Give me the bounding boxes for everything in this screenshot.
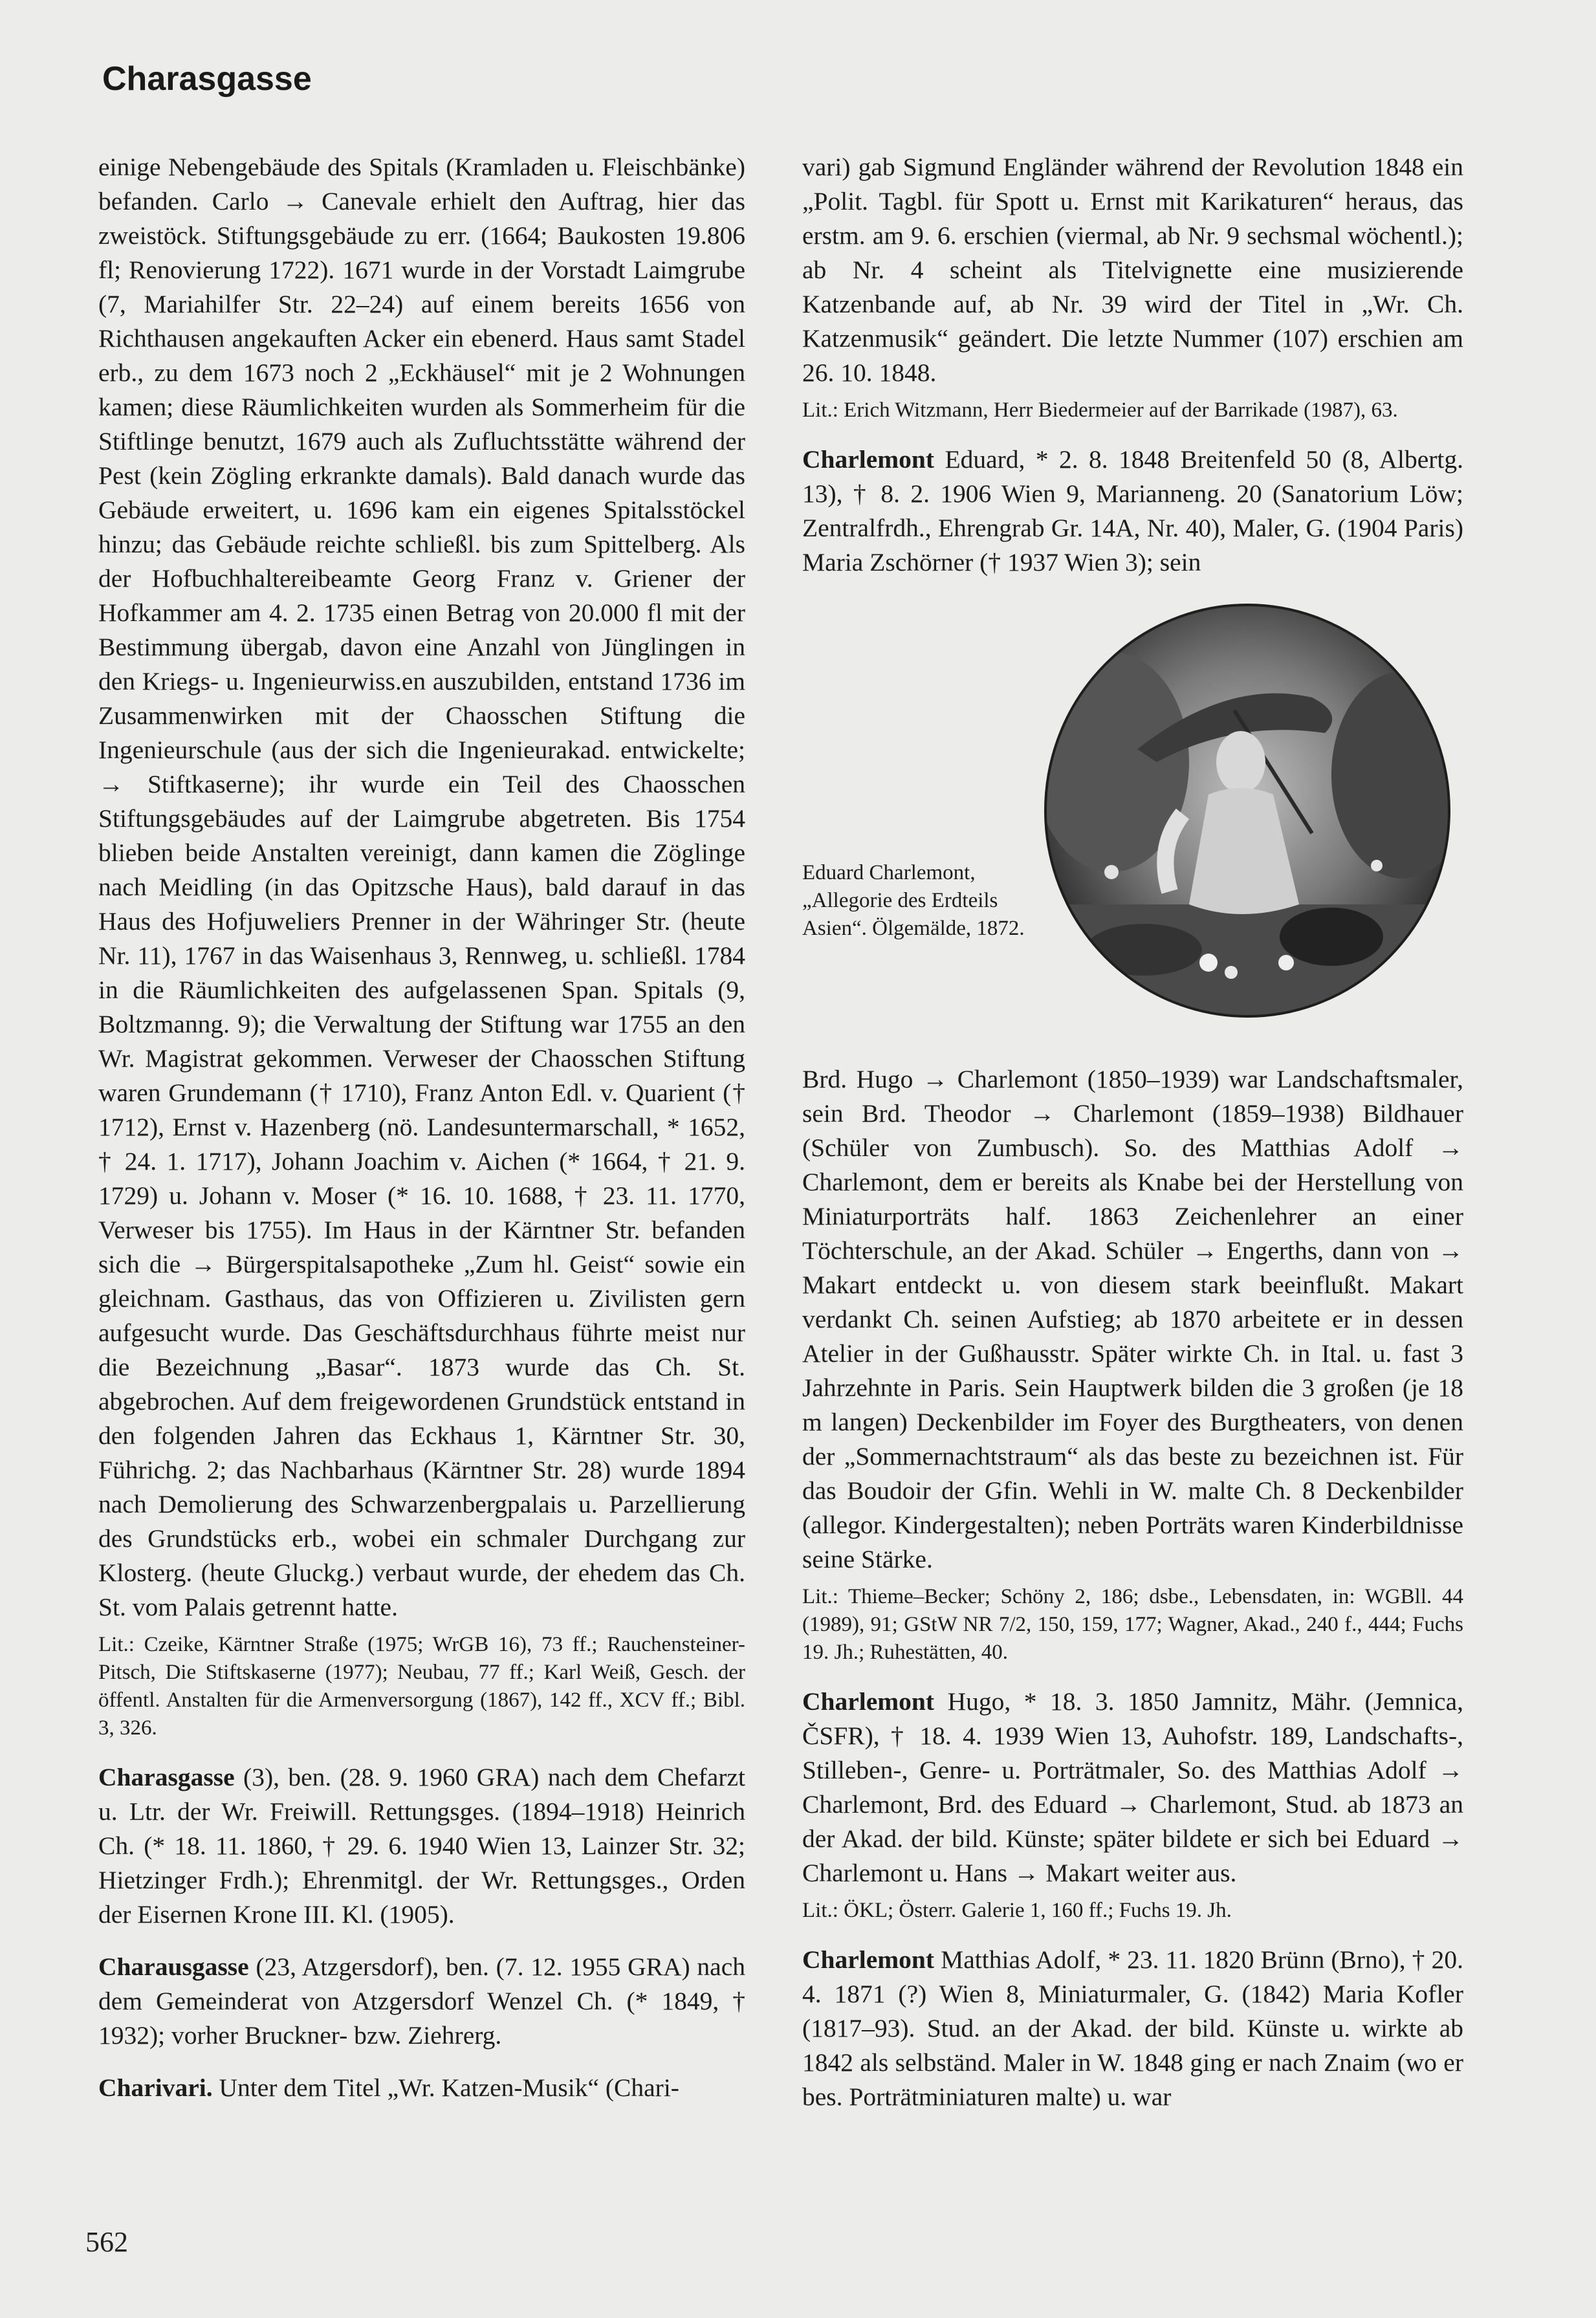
entry-body: Matthias Adolf, * 23. 11. 1820 Brünn (Brno), † 20. 4. 1871 (?) Wien 8, Miniaturmaler, G. (1842) Maria Kofler (1817–93). Stud. an der Akad. der bild. Künste u. wirkte ab 1842 als selbständ. Maler in W. 1848 ging er nach Znaim (wo er bes. Porträtminiaturen malte) u. war xyxy=(802,1945,1463,2111)
entry-charlemont-hugo xyxy=(802,1685,1463,1890)
literature-note: Lit.: Czeike, Kärntner Straße (1975; WrGB 16), 73 ff.; Rauchensteiner-Pitsch, Die Stiftskaserne (1977); Neubau, 77 ff.; Karl Weiß, Gesch. der öffentl. Anstalten für die Armenversorgung (1867), 142 ff., XCV ff.; Bibl. 3, 326. xyxy=(98,1633,745,1740)
painting-figure xyxy=(802,600,1463,1047)
entry-headword: Charausgasse xyxy=(98,1952,249,1981)
entry-charivari xyxy=(98,2071,745,2105)
entry-headword: Charlemont xyxy=(802,1687,935,1716)
entry-charlemont-matthias xyxy=(802,1943,1463,2114)
left-column xyxy=(98,150,745,2105)
entry-headword: Charivari. xyxy=(98,2073,213,2102)
page-number: 562 xyxy=(85,2226,128,2258)
literature-note: Lit.: Thieme–Becker; Schöny 2, 186; dsbe., Lebensdaten, in: WGBll. 44 (1989), 91; GStW NR 7/2, 150, 159, 177; Wagner, Akad., 240 f., 444; Fuchs 19. Jh.; Ruhestätten, 40. xyxy=(802,1585,1463,1664)
entry-charasgasse xyxy=(98,1760,745,1932)
entry-headword: Charasgasse xyxy=(98,1763,235,1791)
entry-headword: Charlemont xyxy=(802,1945,935,1974)
entry-charlemont-eduard xyxy=(802,443,1463,580)
article-paragraph: vari) gab Sigmund Engländer während der Revolution 1848 ein „Polit. Tagbl. für Spott u. Ernst mit Karikaturen“ heraus, das erstm. am 9. 6. erschien (viermal, ab Nr. 9 sechsmal wöchentl.); ab Nr. 4 scheint als Titelvignette eine musizierende Katzenbande auf, ab Nr. 39 wird der Titel in „Wr. Ch. Katzenmusik“ geändert. Die letzte Nummer (107) erschien am 26. 10. 1848. xyxy=(802,153,1463,387)
article-paragraph: einige Nebengebäude des Spitals (Kramladen u. Fleischbänke) befanden. Carlo → Canevale erhielt den Auftrag, hier das zweistöck. Stiftungsgebäude zu err. (1664; Baukosten 19.806 fl; Renovierung 1722). 1671 wurde in der Vorstadt Laimgrube (7, Mariahilfer Str. 22–24) auf einem bereits 1656 von Richthausen angekauften Acker ein ebenerd. Haus samt Stadel erb., zu dem 1673 noch 2 „Eckhäusel“ mit je 2 Wohnungen kamen; diese Räumlichkeiten wurden als Sommerheim für die Stiftlinge benutzt, 1679 auch als Zufluchtsstätte während der Pest (kein Zögling erkrankte damals). Bald danach wurde das Gebäude erweitert, u. 1696 kam ein eigenes Spitalsstöckel hinzu; das Gebäude reichte schließl. bis zum Spittelberg. Als der Hofbuchhaltereibeamte Georg Franz v. Griener der Hofkammer am 4. 2. 1735 einen Betrag von 20.000 fl mit der Bestimmung übergab, davon eine Anzahl von Jünglingen in den Kriegs- u. Ingenieurwiss.en auszubilden, entstand 1736 im Zusammenwirken mit der Chaosschen Stiftung die Ingenieurschule (aus der sich die Ingenieurakad. entwickelte; → Stiftkaserne); ihr wurde ein Teil des Chaosschen Stiftungsgebäudes auf der Laimgrube abgetreten. Bis 1754 blieben beide Anstalten vereinigt, dann kamen die Zöglinge nach Meidling (in das Opitzsche Haus), bald darauf in das Haus des Hofjuweliers Prenner in der Währinger Str. (heute Nr. 11), 1767 in das Waisenhaus 3, Rennweg, u. schließl. 1784 in die Räumlichkeiten des aufgelassenen Span. Spitals (9, Boltzmanng. 9); die Verwaltung der Stiftung war 1755 an den Wr. Magistrat gekommen. Verweser der Chaosschen Stiftung waren Grundemann († 1710), Franz Anton Edl. v. Quarient († 1712), Ernst v. Hazenberg (nö. Landesuntermarschall, * 1652, † 24. 1. 1717), Johann Joachim v. Aichen (* 1664, † 21. 9. 1729) u. Johann v. Moser (* 16. 10. 1688, † 23. 11. 1770, Verweser bis 1755). Im Haus in der Kärntner Str. befanden sich die → Bürgerspitalsapotheke „Zum hl. Geist“ sowie ein gleichnam. Gasthaus, das von Offizieren u. Zivilisten gern aufgesucht wurde. Das Geschäftsdurchhaus führte meist nur die Bezeichnung „Basar“. 1873 wurde das Ch. St. abgebrochen. Auf dem freigewordenen Grundstück entstand in den folgenden Jahren das Eckhaus 1, Kärntner Str. 30, Führichg. 2; das Nachbarhaus (Kärntner Str. 28) wurde 1894 nach Demolierung des Schwarzenbergpalais u. Parzellierung des Grundstücks erb., wobei ein schmaler Durchgang zur Klosterg. (heute Gluckg.) verbaut wurde, der ehedem das Ch. St. vom Palais getrennt hatte. xyxy=(98,153,745,1621)
entry-body: Hugo, * 18. 3. 1850 Jamnitz, Mähr. (Jemnica, ČSFR), † 18. 4. 1939 Wien 13, Auhofstr. 189, Landschafts-, Stilleben-, Genre- u. Porträtmaler, So. des Matthias Adolf → Charlemont, Brd. des Eduard → Charlemont, Stud. ab 1873 an der Akad. der bild. Künste; später bildete er sich bei Eduard → Charlemont u. Hans → Makart weiter aus. xyxy=(802,1687,1463,1887)
entry-body: Unter dem Titel „Wr. Katzen-Musik“ (Chari- xyxy=(212,2073,679,2102)
literature-note: Lit.: ÖKL; Österr. Galerie 1, 160 ff.; Fuchs 19. Jh. xyxy=(802,1899,1232,1922)
article-paragraph: Brd. Hugo → Charlemont (1850–1939) war Landschaftsmaler, sein Brd. Theodor → Charlemont (1859–1938) Bildhauer (Schüler von Zumbusch). So. des Matthias Adolf → Charlemont, dem er bereits als Knabe bei der Herstellung von Miniaturporträts half. 1863 Zeichenlehrer an einer Töchterschule, an der Akad. Schüler → Engerths, dann von → Makart entdeckt u. von diesem stark beeinflußt. Makart verdankt Ch. seinen Aufstieg; ab 1870 arbeitete er in dessen Atelier in der Gußhausstr. Später wirkte Ch. in Ital. u. fast 3 Jahrzehnte in Paris. Sein Hauptwerk bilden die 3 großen (je 18 m langen) Deckenbilder im Foyer des Burgtheaters, von denen der „Sommernachtstraum“ als das beste zu bezeichnen ist. Für das Boudoir der Gfin. Wehli in W. malte Ch. 8 Deckenbilder (allegor. Kindergestalten); neben Porträts waren Kinderbildnisse seine Stärke. xyxy=(802,1065,1463,1573)
entry-body: (3), ben. (28. 9. 1960 GRA) nach dem Chefarzt u. Ltr. der Wr. Freiwill. Rettungsges. (1894–1918) Heinrich Ch. (* 18. 11. 1860, † 29. 6. 1940 Wien 13, Lainzer Str. 32; Hietzinger Frdh.); Ehrenmitgl. der Wr. Rettungsges., Orden der Eisernen Krone III. Kl. (1905). xyxy=(98,1763,745,1929)
entry-body: Eduard, * 2. 8. 1848 Breitenfeld 50 (8, Albertg. 13), † 8. 2. 1906 Wien 9, Marianneng. 20 (Sanatorium Löw; Zentralfrdh., Ehrengrab Gr. 14A, Nr. 40), Maler, G. (1904 Paris) Maria Zschörner († 1937 Wien 3); sein xyxy=(802,445,1463,576)
painting-medallion xyxy=(1040,600,1454,1021)
literature-note: Lit.: Erich Witzmann, Herr Biedermeier auf der Barrikade (1987), 63. xyxy=(802,399,1398,422)
page-title: Charasgasse xyxy=(102,60,312,98)
entry-charausgasse xyxy=(98,1950,745,2053)
right-column xyxy=(802,150,1463,2114)
figure-caption: Eduard Charlemont, „Allegorie des Erdteils Asien“. Ölgemälde, 1872. xyxy=(802,861,1025,940)
entry-headword: Charlemont xyxy=(802,445,935,474)
entry-body: (23, Atzgersdorf), ben. (7. 12. 1955 GRA) nach dem Gemeinderat von Atzgersdorf Wenzel Ch. (* 1849, † 1932); vorher Bruckner- bzw. Ziehrerg. xyxy=(98,1952,745,2050)
